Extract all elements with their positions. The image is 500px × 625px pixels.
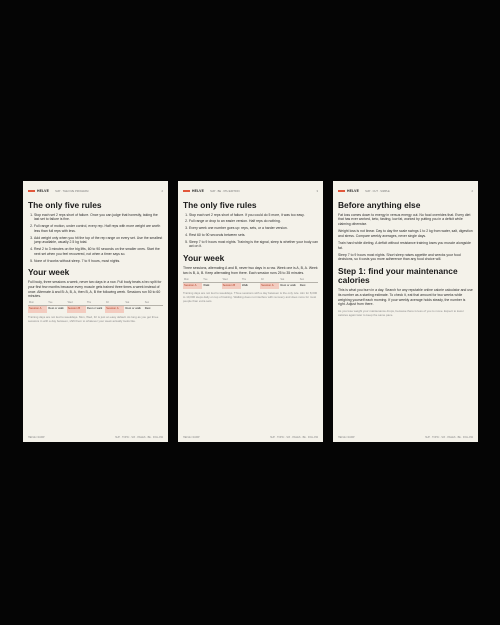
schedule-cell: Session B <box>67 306 86 313</box>
rules-list <box>28 213 163 264</box>
day-header: Sat <box>279 278 298 283</box>
day-header: Mon <box>183 278 202 283</box>
day-header: Sun <box>144 301 163 306</box>
header-meta: SUP · CUT · SIMPLE <box>365 189 390 193</box>
day-header: Wed <box>222 278 241 283</box>
page-header <box>28 187 163 195</box>
week-schedule-table <box>183 278 318 289</box>
schedule-cell: Rest or walk <box>86 306 103 311</box>
page-title: Before anything else <box>338 200 421 210</box>
footer-left: HELVE / RAMP <box>28 436 45 439</box>
rule-item: 4. Rest 2 to 3 minutes on the big lifts, 60 to 90 seconds on the smaller ones. Start the next set when you feel recovered, not when a timer says so. <box>34 247 163 257</box>
page-number: 2 <box>161 189 163 193</box>
page-header <box>338 187 473 195</box>
document-page-1 <box>23 181 168 442</box>
brand-logo: HELVE <box>347 189 360 193</box>
day-header: Sun <box>299 278 318 283</box>
section-body: Three sessions, alternating A and B, never two days in a row. Week one is A, B, A. Week two is B, A, B. Keep alternating from there. Each session runs 25 to 35 minutes. <box>183 265 318 275</box>
schedule-cell: Session B <box>222 282 241 289</box>
schedule-cell: Session A <box>28 306 47 313</box>
day-header: Fri <box>105 301 124 306</box>
rule-item: 3. Add weight only when you hit the top of the rep range on every set. Use the smallest jump available, usually 2.5 kg total. <box>34 236 163 246</box>
day-header: Thu <box>241 278 260 283</box>
rules-list <box>183 213 318 250</box>
section-body: This is what you burn in a day. Search for any reputable online calorie calculator and use its number as a starting estimate. To check it, eat that amount for two weeks while weighing yourself each morning. If your weekly average holds steady, the number is right. Adjust from there. <box>338 288 473 307</box>
rule-item: 3. Every week one number goes up: reps, sets, or a harder version. <box>189 226 318 231</box>
rule-item: 2. Full range of motion, under control, every rep. Half reps with more weight are worth less than full reps with less. <box>34 224 163 234</box>
footer-right: SUP · TOPIC · SIX · PAGES · BE · FOLLOW <box>425 436 473 439</box>
footer-right: SUP · TOPIC · SIX · PAGES · BE · FOLLOW <box>115 436 163 439</box>
rule-item: 1. Stop each set 2 reps short of failure. Once you can judge that honestly, taking the last set to failure is fine. <box>34 213 163 223</box>
schedule-cell: Rest <box>299 282 306 287</box>
page-footer <box>338 436 473 439</box>
body-paragraph: Fat loss comes down to energy in versus energy out. No food overrides that. Every diet that has ever worked, keto, fasting, low fat, worked by putting you in a deficit while claiming otherwise. <box>338 212 471 227</box>
body-paragraph: Sleep 7 to 9 hours most nights. Short sleep raises appetite and wrecks your food decisions, so it costs you more adherence than any food choice will. <box>338 252 461 262</box>
brand-accent-line <box>28 190 35 191</box>
page-title: The only five rules <box>28 200 102 210</box>
footnote: Training days are not tied to weekdays. Three sessions with a day between is the only rule. Aim for 8,000 to 10,000 steps daily on top of training. Walking does not interfere with recovery and does more for most people than extra sets. <box>183 290 318 303</box>
body-paragraph: Train hard while dieting. A deficit without resistance training loses you muscle alongside fat. <box>338 240 471 250</box>
section-title: Step 1: find your maintenance calories <box>338 266 458 286</box>
day-header: Wed <box>67 301 86 306</box>
section-title: Your week <box>28 267 70 278</box>
rule-item: 5. None of it works without sleep. 7 to 9 hours, most nights. <box>34 259 163 264</box>
footnote: As you lose weight your maintenance drops, because there is less of you to move. Expect to lower calories again later to keep the same pace. <box>338 309 464 318</box>
footnote: Training days are not tied to weekdays. Mon, Wed, Fri is just an easy default. As long as you get three sessions in with a day between, shift them to whatever your week actually looks like. <box>28 314 159 323</box>
document-page-3 <box>333 181 478 442</box>
schedule-cell: Rest or walk <box>125 306 141 311</box>
header-meta: SUP · THE FIVE PROGRAM <box>55 189 89 193</box>
rule-item: 1. Stop each set 2 reps short of failure. If you could do 5 more, it was too easy. <box>189 213 318 218</box>
day-header: Tue <box>202 278 221 283</box>
document-page-2 <box>178 181 323 442</box>
day-header: Sat <box>124 301 143 306</box>
rule-item: 2. Full range or drop to an easier version. Half reps do nothing. <box>189 219 318 224</box>
footer-left: HELVE / RAMP <box>338 436 355 439</box>
week-schedule-table <box>28 301 163 312</box>
page-number: 2 <box>471 189 473 193</box>
section-body: Full body, three sessions a week, never two days in a row. Full body beats a bro split for your first few months because every muscle gets trained three times a week instead of once. Alternate A and B: A, B, A, then B, A, B the following week. Sessions run 50 to 60 minutes. <box>28 280 162 299</box>
day-header: Mon <box>28 301 47 306</box>
schedule-cell: Rest <box>144 306 151 311</box>
page-footer <box>28 436 163 439</box>
page-title: The only five rules <box>183 200 257 210</box>
schedule-cell: Rest or walk <box>280 282 296 287</box>
schedule-cell: Session A <box>183 282 202 289</box>
page-footer <box>183 436 318 439</box>
body-paragraph: Weight loss is not linear. Day to day the scale swings 1 to 2 kg from water, salt, digestion and stress. Compare weekly averages, never single days. <box>338 229 473 238</box>
day-header: Fri <box>260 278 279 283</box>
header-meta: SUP · BE · 6TH EDITION <box>210 189 240 193</box>
table-row <box>28 306 163 313</box>
section-title: Your week <box>183 253 225 264</box>
schedule-cell: Session A <box>260 282 279 289</box>
rule-item: 5. Sleep 7 to 9 hours most nights. Training is the signal, sleep is whether your body can act on it. <box>189 240 318 250</box>
page-number: 3 <box>316 189 318 193</box>
page-header <box>183 187 318 195</box>
footer-left: HELVE / RAMP <box>183 436 200 439</box>
rule-item: 4. Rest 60 to 90 seconds between sets. <box>189 233 318 238</box>
day-header: Thu <box>86 301 105 306</box>
day-header: Tue <box>47 301 66 306</box>
brand-logo: HELVE <box>37 189 50 193</box>
schedule-cell: Walk <box>203 282 210 287</box>
table-row <box>183 282 318 289</box>
brand-logo: HELVE <box>192 189 205 193</box>
schedule-cell: Walk <box>241 282 248 287</box>
footer-right: SUP · TOPIC · SIX · PAGES · BE · FOLLOW <box>270 436 318 439</box>
schedule-cell: Rest or walk <box>48 306 64 311</box>
brand-accent-line <box>183 190 190 191</box>
brand-accent-line <box>338 190 345 191</box>
schedule-cell: Session A <box>105 306 124 313</box>
